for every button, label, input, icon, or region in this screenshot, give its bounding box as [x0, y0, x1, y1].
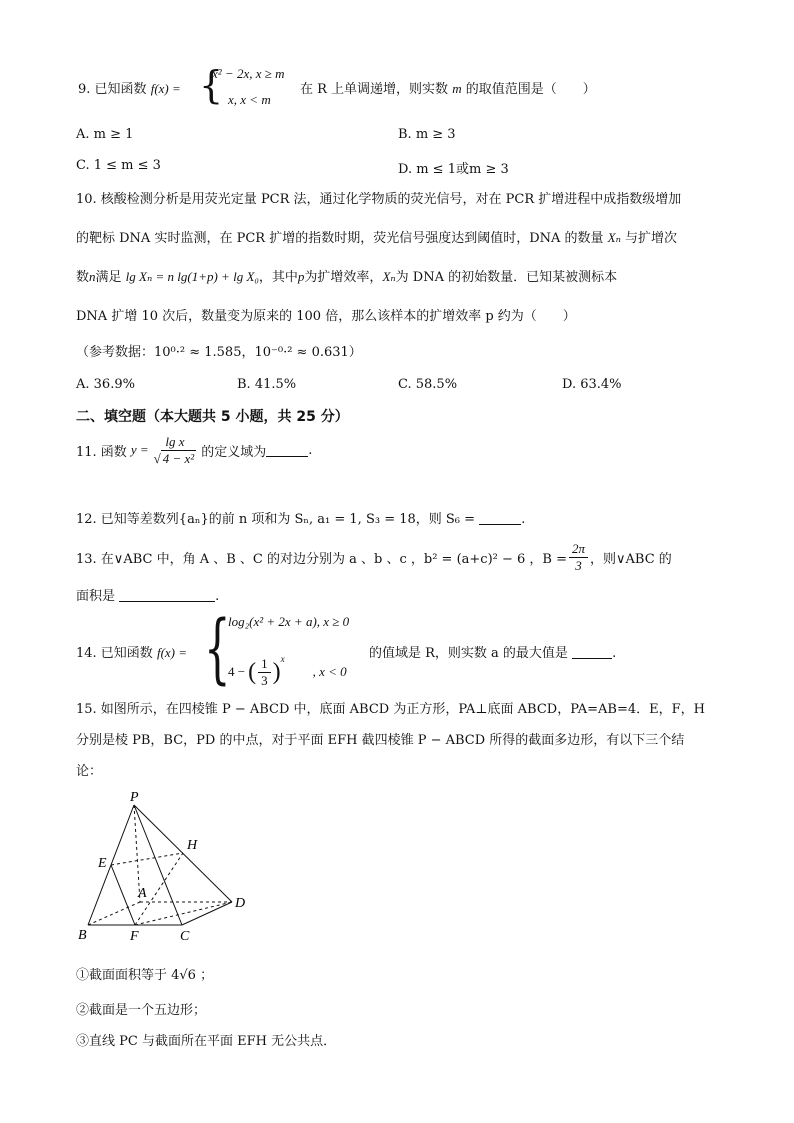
q13-line2: 面积是 .: [76, 589, 220, 604]
q10-formula: lg Xₙ = n lg(1+p) + lg X₀: [125, 269, 259, 284]
q15-line2: 分别是棱 PB，BC，PD 的中点，对于平面 EFH 截四棱锥 P − ABCD 所得的截面多边形，有以下三个结: [76, 733, 685, 748]
q10-xn: Xₙ: [607, 230, 621, 245]
q14-exp: x: [280, 654, 285, 664]
label-B: B: [78, 928, 87, 943]
q11-pre: 11. 函数: [76, 444, 127, 460]
q12: 12. 已知等差数列{aₙ}的前 n 项和为 Sₙ, a₁ = 1, S₃ = 18，则 S₆ = .: [76, 512, 526, 527]
segment-FD: [135, 902, 232, 925]
q15-line1: 15. 如图所示，在四棱锥 P − ABCD 中，底面 ABCD 为正方形，PA⊥底面 ABCD，PA=AB=4．E，F，H: [76, 702, 705, 717]
q10-line3e: 为扩增效率，: [304, 270, 383, 285]
q10-line3d: ，其中: [258, 270, 298, 285]
q10-option-b: B. 41.5%: [237, 377, 297, 392]
q9-option-d: D. m ≤ 1或m ≥ 3: [398, 162, 509, 177]
q15-conclusion-2: ②截面是一个五边形；: [76, 1003, 207, 1018]
q9-func: f(x) =: [150, 81, 181, 96]
q10-line2a: 的靶标 DNA 实时监测，在 PCR 扩增的指数时期，荧光信号强度达到阈值时，DNA 的数量: [76, 231, 604, 246]
q9-piece1: x² − 2x, x ≥ m: [212, 66, 285, 81]
q11-denominator: √ 4 − x²: [153, 450, 195, 466]
segment-EF: [111, 865, 135, 925]
label-H: H: [187, 838, 198, 853]
q15-conclusion-1: ①截面面积等于 4√6 ；: [76, 968, 214, 983]
q14-post-text: 的值域是 R，则实数 a 的最大值是: [369, 646, 568, 661]
q11-answer-blank[interactable]: [266, 443, 308, 457]
q15-line3: 论：: [76, 764, 103, 779]
q10-option-d: D. 63.4%: [562, 377, 622, 392]
q15-conclusion-3: ③直线 PC 与截面所在平面 EFH 无公共点．: [76, 1034, 337, 1049]
q14-piece2b: , x < 0: [312, 664, 347, 679]
q9-number: 9.: [78, 82, 91, 97]
q14-fraction: [258, 656, 271, 689]
q14-frac-den: 3: [261, 672, 268, 688]
label-A: A: [138, 886, 147, 901]
q10-n: n: [89, 269, 96, 284]
q9-post2: 的取值范围是（ ）: [465, 82, 596, 97]
label-C: C: [180, 929, 190, 944]
q10-line2: [76, 227, 677, 246]
label-P: P: [130, 790, 139, 805]
q14-frac-num: 1: [258, 656, 271, 673]
label-D: D: [235, 896, 246, 911]
q10-line3f: 为 DNA 的初始数量．已知某被测标本: [395, 270, 618, 285]
q14-answer-blank[interactable]: [572, 645, 612, 659]
pyramid-figure: [70, 785, 260, 945]
q10-line3c: 满足: [95, 270, 122, 285]
q13-fraction: [569, 541, 588, 574]
q11: 11. 函数 y = $\frac{\text{lg x}}{\text{√ 4 − x²}}$ 的定义域为 .: [76, 433, 313, 466]
segment-EH: [111, 853, 183, 865]
q9-option-c: C. 1 ≤ m ≤ 3: [76, 158, 161, 173]
q14-brace: {: [204, 603, 231, 692]
q10-line2c: 与扩增次: [625, 231, 678, 246]
q10-reference: （参考数据：10⁰·² ≈ 1.585，10⁻⁰·² ≈ 0.631）: [76, 345, 362, 360]
q11-radicand: 4 − x²: [162, 450, 195, 466]
q9-var: m: [452, 81, 462, 96]
q10-line3a: 数: [76, 270, 90, 285]
q13-answer-blank[interactable]: [119, 588, 215, 602]
q14-func: f(x) =: [156, 645, 188, 660]
q10-line3: [76, 266, 617, 285]
q14-piece2: 4 − ( $\frac{1}{3}$ ) x , x < 0: [228, 654, 347, 688]
section-heading: 二、填空题（本大题共 5 小题，共 25 分）: [76, 409, 349, 425]
q13-line2-text: 面积是: [76, 589, 116, 604]
q11-fraction: [151, 434, 200, 467]
q14-pre: 14. 已知函数: [76, 646, 153, 661]
q11-post: 的定义域为: [201, 444, 267, 460]
q13-frac-den: 3: [575, 557, 582, 573]
q10-p: p: [297, 269, 305, 284]
q10-option-c: C. 58.5%: [398, 377, 458, 392]
q10-line1: 10. 核酸检测分析是用荧光定量 PCR 法，通过化学物质的荧光信号，对在 PCR 扩增进程中成指数级增加: [76, 192, 682, 207]
q12-text: 12. 已知等差数列{aₙ}的前 n 项和为 Sₙ, a₁ = 1, S₃ = 18，则 S₆ =: [76, 512, 476, 527]
q10-x0: Xₙ: [382, 269, 396, 284]
q10-option-a: A. 36.9%: [76, 377, 135, 392]
q9-post-text: 在 R 上单调递增，则实数: [300, 82, 449, 97]
q11-y: y =: [130, 442, 149, 457]
q9-post: [300, 78, 596, 97]
q14-piece1: log₂(x² + 2x + a), x ≥ 0: [228, 614, 350, 629]
q9-brace: {: [199, 63, 224, 107]
q10-line4: DNA 扩增 10 次后，数量变为原来的 100 倍，那么该样本的扩增效率 p 约为（ ）: [76, 309, 576, 324]
q13-frac-num: 2π: [569, 541, 588, 558]
label-E: E: [98, 856, 107, 871]
q13-line1: [76, 536, 672, 578]
edge-CD: [182, 902, 232, 925]
q12-answer-blank[interactable]: [479, 511, 521, 525]
q13-line1a: 13. 在∨ABC 中，角 A 、B 、C 的对边分别为 a 、b 、c ，b² = (a+c)² − 6 ，B =: [76, 551, 567, 567]
q14-stem: [76, 642, 187, 661]
q9-pre: 已知函数: [94, 82, 147, 97]
q9-stem: [78, 78, 181, 97]
q9-piece2: x, x < m: [228, 92, 271, 107]
q11-numerator: lg x: [162, 434, 187, 451]
label-F: F: [130, 929, 139, 944]
q14-post: 的值域是 R，则实数 a 的最大值是 .: [369, 646, 617, 661]
q13-line1b: ，则∨ABC 的: [590, 551, 672, 567]
q9-option-a: A. m ≥ 1: [76, 127, 134, 142]
q9-option-b: B. m ≥ 3: [398, 127, 456, 142]
q14-piece2a: 4 −: [228, 664, 246, 679]
